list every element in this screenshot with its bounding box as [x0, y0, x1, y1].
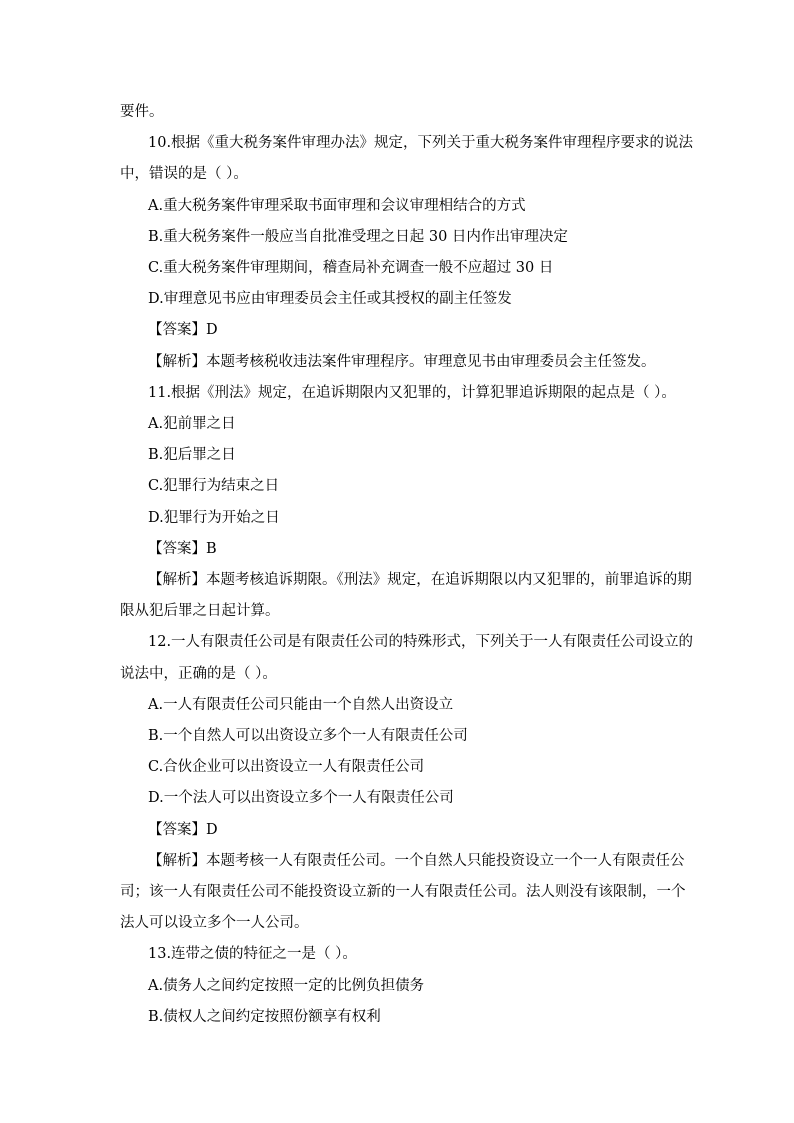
question-12-option-d: D.一个法人可以出资设立多个一人有限责任公司 — [148, 790, 454, 806]
question-13-option-b: B.债权人之间约定按照份额享有权利 — [148, 1009, 381, 1025]
question-10-option-a: A.重大税务案件审理采取书面审理和会议审理相结合的方式 — [148, 198, 526, 214]
question-10-explanation: 【解析】本题考核税收违法案件审理程序。审理意见书由审理委员会主任签发。 — [148, 354, 656, 370]
question-10-option-b: B.重大税务案件一般应当自批准受理之日起 30 日内作出审理决定 — [148, 229, 568, 245]
question-12-answer: 【答案】D — [148, 822, 218, 838]
question-11-answer: 【答案】B — [148, 541, 217, 557]
question-11-option-a: A.犯前罪之日 — [148, 416, 236, 432]
question-13-stem: 13.连带之债的特征之一是（ ）。 — [148, 946, 357, 962]
question-11-option-b: B.犯后罪之日 — [148, 447, 236, 463]
question-11-option-c: C.犯罪行为结束之日 — [148, 478, 280, 494]
question-10-answer: 【答案】D — [148, 322, 218, 338]
question-10-option-c: C.重大税务案件审理期间，稽查局补充调查一般不应超过 30 日 — [148, 260, 554, 276]
question-11-explanation-line-2: 限从犯后罪之日起计算。 — [120, 603, 280, 619]
question-10-stem-line-1: 10.根据《重大税务案件审理办法》规定，下列关于重大税务案件审理程序要求的说法 — [148, 135, 694, 151]
question-13-option-a: A.债务人之间约定按照一定的比例负担债务 — [148, 978, 425, 994]
question-11-stem: 11.根据《刑法》规定，在追诉期限内又犯罪的，计算犯罪追诉期限的起点是（ ）。 — [148, 385, 676, 401]
question-12-option-b: B.一个自然人可以出资设立多个一人有限责任公司 — [148, 728, 468, 744]
question-10-option-d: D.审理意见书应由审理委员会主任或其授权的副主任签发 — [148, 291, 512, 307]
question-12-explanation-line-1: 【解析】本题考核一人有限责任公司。一个自然人只能投资设立一个一人有限责任公 — [148, 853, 685, 869]
question-11-explanation-line-1: 【解析】本题考核追诉期限。《刑法》规定，在追诉期限以内又犯罪的，前罪追诉的期 — [148, 572, 692, 588]
question-11-option-d: D.犯罪行为开始之日 — [148, 510, 280, 526]
question-12-option-a: A.一人有限责任公司只能由一个自然人出资设立 — [148, 697, 454, 713]
question-12-option-c: C.合伙企业可以出资设立一人有限责任公司 — [148, 759, 425, 775]
text-line-continuation: 要件。 — [120, 104, 164, 120]
question-12-stem-line-1: 12.一人有限责任公司是有限责任公司的特殊形式，下列关于一人有限责任公司设立的 — [148, 634, 694, 650]
question-12-stem-line-2: 说法中，正确的是（ ）。 — [120, 666, 277, 682]
question-12-explanation-line-3: 法人可以设立多个一人公司。 — [120, 915, 309, 931]
question-10-stem-line-2: 中，错误的是（ ）。 — [120, 166, 248, 182]
question-12-explanation-line-2: 司；该一人有限责任公司不能投资设立新的一人有限责任公司。法人则没有该限制，一个 — [120, 884, 686, 900]
